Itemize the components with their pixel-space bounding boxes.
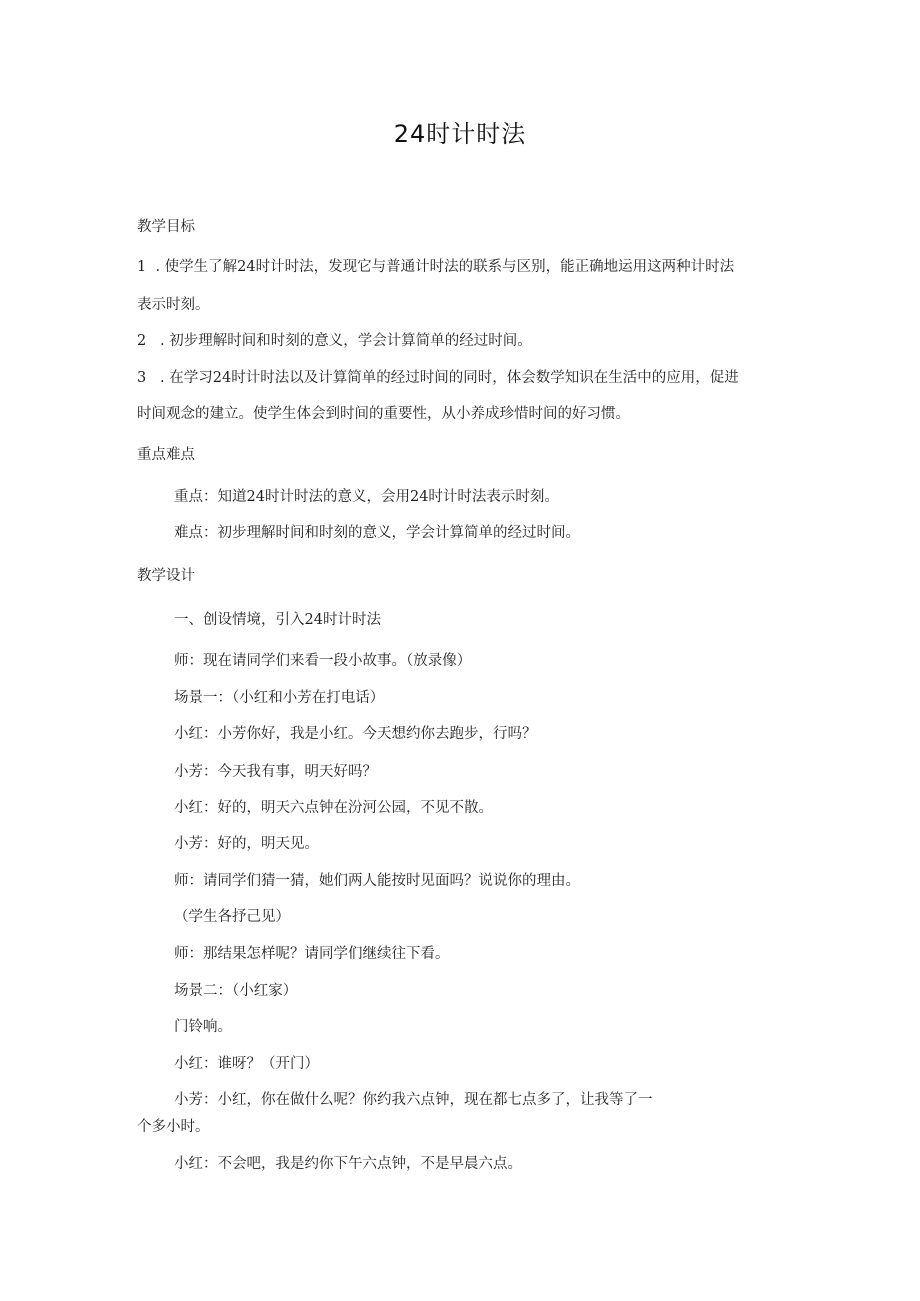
design-line: 师：现在请同学们来看一段小故事。（放录像） (174, 653, 472, 669)
design-line: 一、创设情境，引入24时计时法 (174, 612, 381, 628)
key-point-difficulty: 难点：初步理解时间和时刻的意义，学会计算简单的经过时间。 (174, 525, 580, 541)
design-line: 场景一：（小红和小芳在打电话） (174, 690, 385, 706)
section-heading-key-points: 重点难点 (137, 447, 195, 463)
design-line: 小芳：好的，明天见。 (174, 836, 319, 852)
design-line: 小红：不会吧，我是约你下午六点钟，不是早晨六点。 (174, 1156, 522, 1172)
objective-line: 3 . 在学习24时计时法以及计算简单的经过时间的同时，体会数学知识在生活中的应用，促进 (137, 370, 739, 386)
design-line: 小红：小芳你好，我是小红。今天想约你去跑步，行吗？ (174, 726, 537, 742)
section-heading-objectives: 教学目标 (137, 219, 195, 235)
design-line: 小红：好的，明天六点钟在汾河公园，不见不散。 (174, 800, 493, 816)
design-line: 个多小时。 (137, 1119, 210, 1135)
objective-line: 时间观念的建立。使学生体会到时间的重要性，从小养成珍惜时间的好习惯。 (137, 406, 630, 422)
objective-line: 表示时刻。 (137, 297, 210, 313)
design-line: 小红：谁呀？（开门） (174, 1056, 319, 1072)
objective-line: 1 . 使学生了解24时计时法，发现它与普通计时法的联系与区别，能正确地运用这两种计时法 (137, 259, 735, 275)
design-line: 小芳：今天我有事，明天好吗？ (174, 764, 377, 780)
section-heading-design: 教学设计 (137, 568, 195, 584)
design-line: 场景二：（小红家） (174, 983, 298, 999)
design-line: 小芳：小红，你在做什么呢？你约我六点钟，现在都七点多了，让我等了一 (174, 1092, 653, 1108)
document-title: 24时计时法 (393, 120, 527, 148)
design-line: （学生各抒己见） (174, 909, 290, 925)
design-line: 师：请同学们猜一猜，她们两人能按时见面吗？说说你的理由。 (174, 873, 580, 889)
design-line: 门铃响。 (174, 1019, 232, 1035)
design-line: 师：那结果怎样呢？请同学们继续往下看。 (174, 946, 450, 962)
key-point-focus: 重点：知道24时计时法的意义，会用24时计时法表示时刻。 (174, 489, 559, 505)
objective-line: 2 . 初步理解时间和时刻的意义，学会计算简单的经过时间。 (137, 333, 532, 349)
